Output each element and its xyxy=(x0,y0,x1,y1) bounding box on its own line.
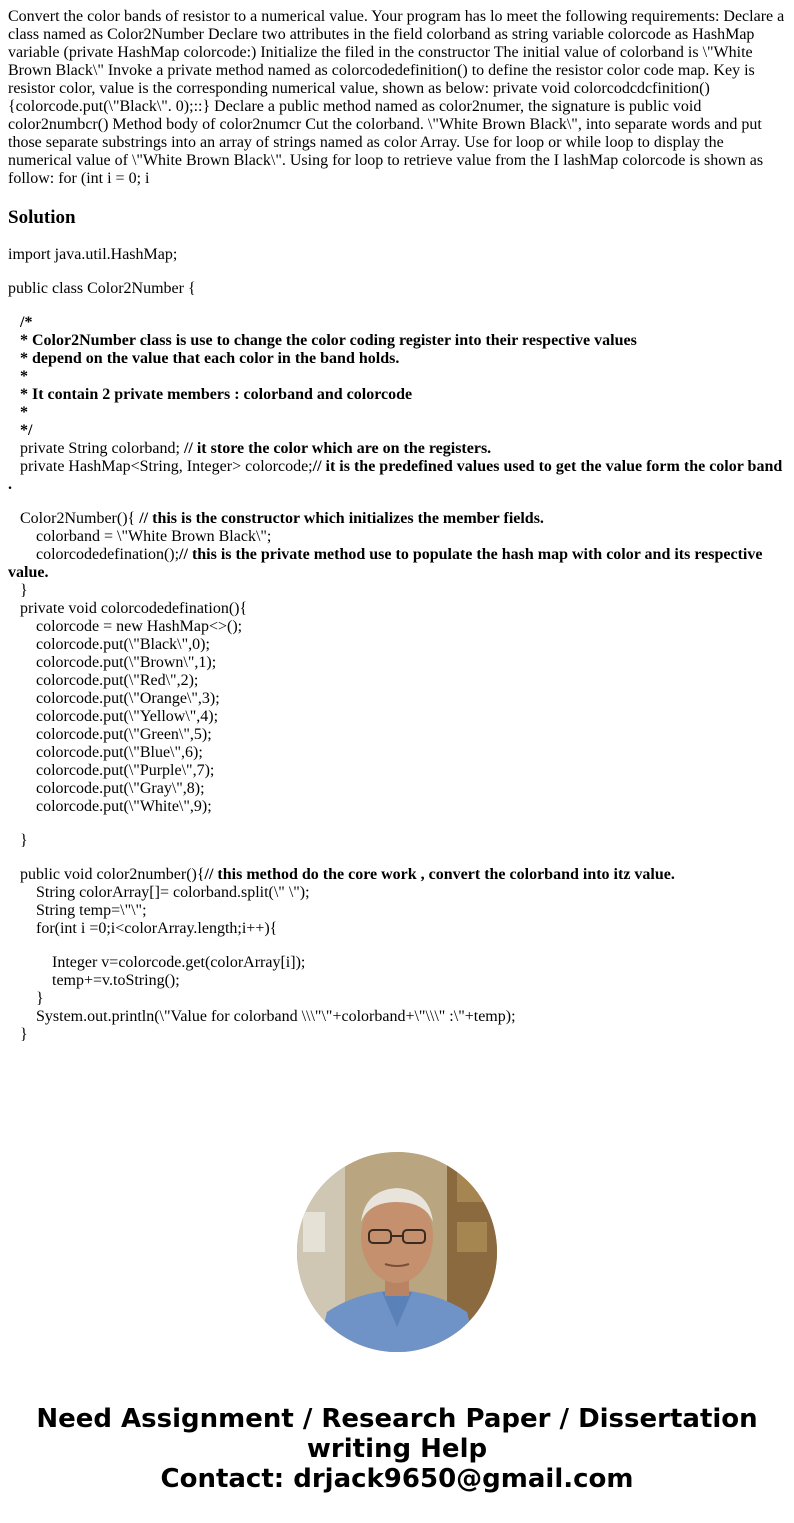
field-code: private HashMap<String, Integer> colorcode; xyxy=(8,458,313,475)
constructor-comment: // this is the constructor which initializes the member fields. xyxy=(139,510,544,527)
definition-line: colorcode.put(\"Red\",2); xyxy=(8,672,199,689)
definition-line: colorcode.put(\"Orange\",3); xyxy=(8,690,220,707)
definition-line: colorcode.put(\"Green\",5); xyxy=(8,726,212,743)
definition-line: colorcode.put(\"White\",9); xyxy=(8,798,212,815)
method-code: public void color2number(){ xyxy=(8,866,205,883)
field-comment: // it store the color which are on the registers. xyxy=(183,440,492,457)
method-header xyxy=(8,866,788,884)
footer-contact: Contact: drjack9650@gmail.com xyxy=(160,1464,634,1494)
code-block xyxy=(8,246,788,1044)
method-line: String temp=\"\"; xyxy=(8,902,147,919)
field-colorband xyxy=(8,440,788,458)
question-text: Convert the color bands of resistor to a numerical value. Your program has lo meet the following requirements: Declare a class named as Color2Number Declare two attributes in the field colorband as string variable colorcode as HashMap variable (private HashMap colorcode:) Initialize the filed in the constructor The initial value of colorband is \"White Brown Black\" Invoke a private method named as colorcodedefinition() to define the resistor color code map. Key is resistor color, value is the corresponding numerical value, shown as below: private void colorcodcdcfinition() {colorcode.put(\"Black\". 0);::} Declare a public method named as color2numer, the signature is public void color2numbcr() Method body of color2numcr Cut the colorband. \"White Brown Black\", into separate words and put those separate substrings into an array of strings named as color Array. Use for loop or while loop to display the numerical value of \"White Brown Black\". Using for loop to retrieve value from the I lashMap colorcode is shown as follow: for (int i = 0; i xyxy=(8,8,785,187)
call-code: colorcodedefination(); xyxy=(8,546,180,563)
definition-line: colorcode.put(\"Gray\",8); xyxy=(8,780,205,797)
constructor-code: Color2Number(){ xyxy=(8,510,140,527)
author-avatar xyxy=(297,1152,497,1352)
method-line: Integer v=colorcode.get(colorArray[i]); xyxy=(8,954,306,971)
doc-comment-line: * Color2Number class is use to change the color coding register into their respective values xyxy=(8,332,637,349)
constructor-call xyxy=(8,546,788,582)
field-colorcode xyxy=(8,458,788,494)
method-line: String colorArray[]= colorband.split(\" \"); xyxy=(8,884,310,901)
field-code: private String colorband; xyxy=(8,440,184,457)
definition-line: colorcode.put(\"Purple\",7); xyxy=(8,762,215,779)
doc-comment-line: * It contain 2 private members : colorband and colorcode xyxy=(8,386,413,403)
class-declaration: public class Color2Number { xyxy=(8,280,196,297)
doc-comment-line: * xyxy=(8,368,28,385)
field-comment: // it is the predefined values used to get the value form the color band . xyxy=(8,458,787,493)
definition-line: colorcode.put(\"Yellow\",4); xyxy=(8,708,219,725)
definition-line: colorcode.put(\"Blue\",6); xyxy=(8,744,203,761)
solution-heading: Solution xyxy=(8,207,76,228)
import-line: import java.util.HashMap; xyxy=(8,246,178,263)
footer-line: writing Help xyxy=(306,1434,488,1464)
doc-comment-line: */ xyxy=(8,422,33,439)
definition-line: colorcode = new HashMap<>(); xyxy=(8,618,243,635)
closing-brace: } xyxy=(8,582,28,599)
footer-line: Need Assignment / Research Paper / Dissertation xyxy=(36,1404,758,1434)
method-line: } xyxy=(8,990,44,1007)
constructor-header xyxy=(8,510,788,528)
call-comment: // this is the private method use to populate the hash map with color and its respective value. xyxy=(8,546,767,581)
definition-header: private void colorcodedefination(){ xyxy=(8,600,248,617)
method-line: } xyxy=(8,1026,28,1043)
doc-comment-line: * depend on the value that each color in the band holds. xyxy=(8,350,400,367)
doc-comment-line: /* xyxy=(8,314,33,331)
closing-brace: } xyxy=(8,832,28,849)
footer-promo xyxy=(0,1404,794,1494)
method-comment: // this method do the core work , convert the colorband into itz value. xyxy=(204,866,675,883)
doc-comment-line: * xyxy=(8,404,28,421)
constructor-line: colorband = \"White Brown Black\"; xyxy=(8,528,272,545)
definition-line: colorcode.put(\"Brown\",1); xyxy=(8,654,217,671)
definition-line: colorcode.put(\"Black\",0); xyxy=(8,636,210,653)
method-line: for(int i =0;i<colorArray.length;i++){ xyxy=(8,920,278,937)
portrait-image xyxy=(297,1152,497,1352)
method-line: System.out.println(\"Value for colorband \\\"\"+colorband+\"\\\" :\"+temp); xyxy=(8,1008,516,1025)
method-line: temp+=v.toString(); xyxy=(8,972,180,989)
